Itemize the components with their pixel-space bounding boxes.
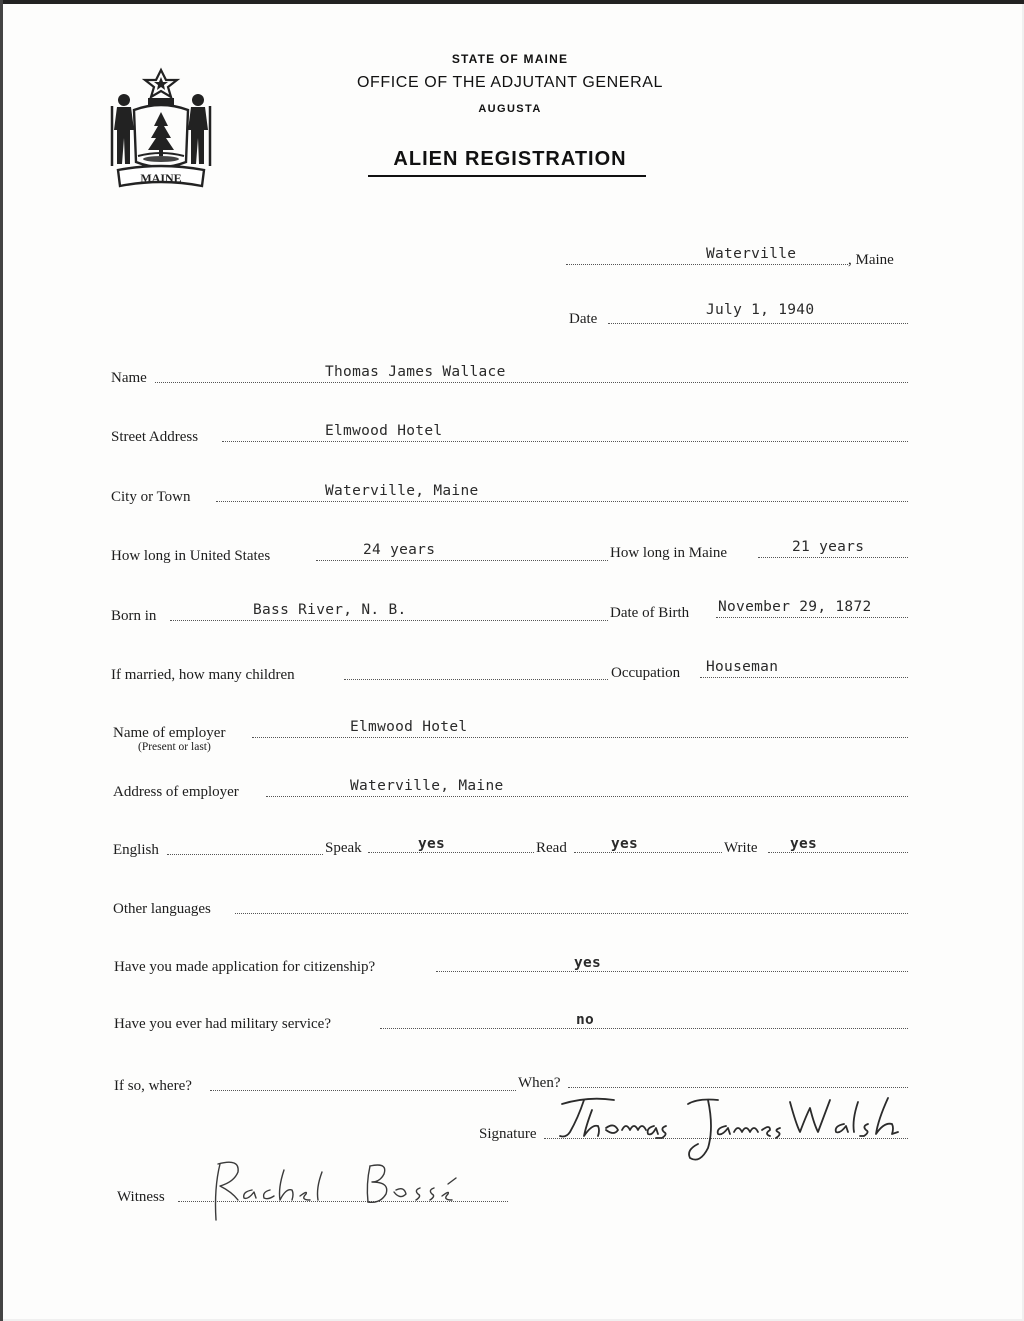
location-line bbox=[566, 264, 848, 265]
read-label: Read bbox=[536, 840, 567, 856]
scan-top-edge bbox=[0, 0, 1024, 4]
read-line bbox=[574, 852, 722, 853]
employer-value: Elmwood Hotel bbox=[350, 719, 468, 735]
maine-label: How long in Maine bbox=[610, 545, 728, 561]
english-line bbox=[167, 854, 323, 855]
speak-value: yes bbox=[418, 836, 446, 852]
name-label: Name bbox=[111, 370, 147, 386]
witness-handwriting bbox=[184, 1148, 484, 1228]
title-underline bbox=[368, 175, 646, 177]
read-value: yes bbox=[611, 836, 639, 852]
children-label: If married, how many children bbox=[111, 667, 295, 683]
city-value: Waterville, Maine bbox=[325, 483, 479, 499]
write-line bbox=[768, 852, 908, 853]
city-line bbox=[216, 501, 908, 502]
occupation-label: Occupation bbox=[611, 665, 681, 681]
street-label: Street Address bbox=[111, 429, 199, 445]
witness-label: Witness bbox=[117, 1189, 165, 1205]
city-label: City or Town bbox=[111, 489, 191, 505]
citizenship-line bbox=[436, 971, 908, 972]
employer-label: Name of employer bbox=[113, 725, 226, 741]
where-line bbox=[210, 1090, 516, 1091]
military-line bbox=[380, 1028, 908, 1029]
speak-label: Speak bbox=[325, 840, 362, 856]
maine-value: 21 years bbox=[792, 539, 865, 555]
employer-address-value: Waterville, Maine bbox=[350, 778, 504, 794]
children-line bbox=[344, 679, 608, 680]
military-value: no bbox=[576, 1012, 595, 1028]
english-label: English bbox=[113, 842, 159, 858]
street-line bbox=[222, 441, 908, 442]
street-value: Elmwood Hotel bbox=[325, 423, 443, 439]
form-title: ALIEN REGISTRATION bbox=[393, 148, 627, 170]
employer-address-line bbox=[266, 796, 908, 797]
us-label: How long in United States bbox=[111, 548, 271, 564]
location-suffix: , Maine bbox=[848, 252, 894, 268]
date-value: July 1, 1940 bbox=[706, 302, 815, 318]
employer-sublabel: (Present or last) bbox=[138, 741, 211, 753]
employer-address-label: Address of employer bbox=[113, 784, 239, 800]
born-label: Born in bbox=[111, 608, 157, 624]
occupation-value: Houseman bbox=[706, 659, 779, 675]
employer-line bbox=[252, 737, 908, 738]
us-line bbox=[316, 560, 608, 561]
header-state: STATE OF MAINE bbox=[451, 52, 569, 66]
dob-value: November 29, 1872 bbox=[718, 599, 872, 615]
name-line bbox=[155, 382, 908, 383]
citizenship-label: Have you made application for citizenship? bbox=[114, 959, 376, 975]
date-line bbox=[608, 323, 908, 324]
other-languages-label: Other languages bbox=[113, 901, 211, 917]
scan-left-edge bbox=[0, 0, 3, 1321]
dob-line bbox=[716, 617, 908, 618]
name-value: Thomas James Wallace bbox=[325, 364, 506, 380]
occupation-line bbox=[700, 677, 908, 678]
speak-line bbox=[368, 852, 534, 853]
signature-handwriting bbox=[548, 1088, 948, 1170]
write-label: Write bbox=[724, 840, 758, 856]
maine-line bbox=[758, 557, 908, 558]
signature-label: Signature bbox=[479, 1126, 537, 1142]
born-line bbox=[170, 620, 608, 621]
dob-label: Date of Birth bbox=[610, 605, 690, 621]
header-city: AUGUSTA bbox=[478, 103, 542, 115]
where-label: If so, where? bbox=[114, 1078, 192, 1094]
born-value: Bass River, N. B. bbox=[253, 602, 407, 618]
location-value: Waterville bbox=[706, 246, 797, 262]
seal-banner-text: MAINE bbox=[140, 171, 182, 185]
date-label: Date bbox=[569, 311, 598, 327]
us-value: 24 years bbox=[363, 542, 436, 558]
when-label: When? bbox=[518, 1075, 561, 1091]
citizenship-value: yes bbox=[574, 955, 602, 971]
write-value: yes bbox=[790, 836, 818, 852]
military-label: Have you ever had military service? bbox=[114, 1016, 331, 1032]
state-of-maine-seal-icon bbox=[106, 66, 216, 196]
header-office: OFFICE OF THE ADJUTANT GENERAL bbox=[356, 74, 664, 91]
other-languages-line bbox=[235, 913, 908, 914]
